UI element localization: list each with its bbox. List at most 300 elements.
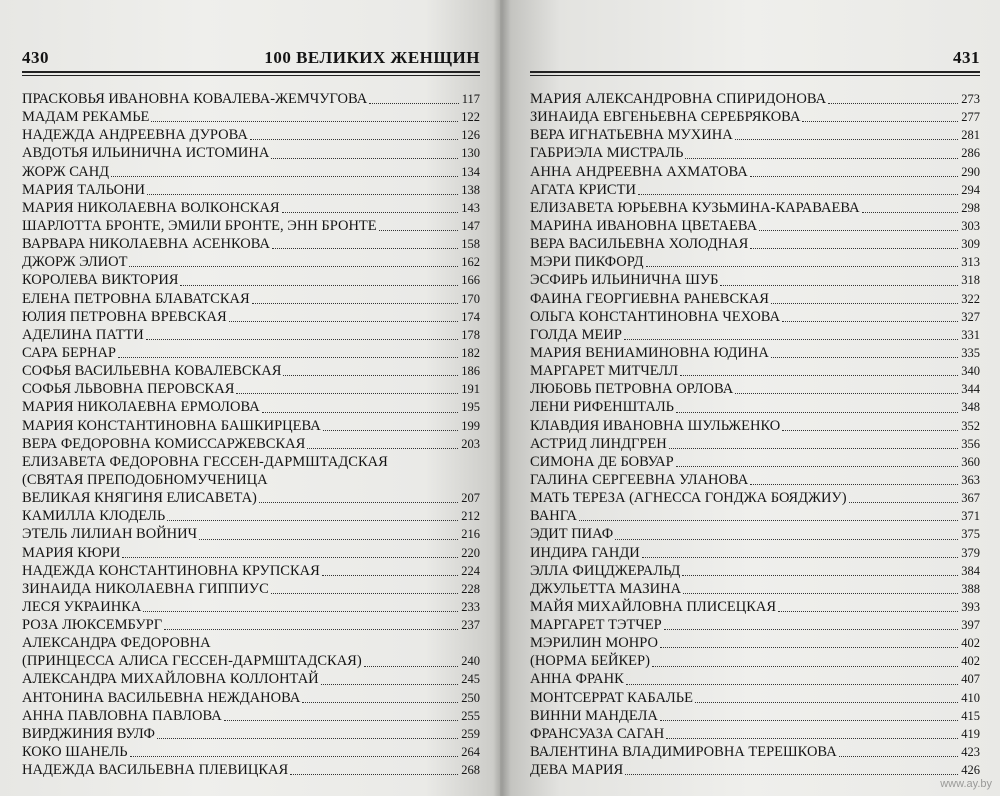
dot-leader	[680, 375, 958, 376]
toc-entry-page: 331	[961, 327, 980, 342]
dot-leader	[272, 248, 458, 249]
dot-leader	[307, 448, 458, 449]
toc-entry	[530, 344, 980, 362]
dot-leader	[750, 176, 958, 177]
left-page-header	[22, 50, 480, 68]
toc-entry-title: МАРГАРЕТ МИТЧЕЛЛ	[530, 363, 679, 380]
toc-entry	[22, 344, 480, 362]
right-page-number: 431	[953, 48, 980, 67]
dot-leader	[849, 502, 959, 503]
right-page-header	[530, 50, 980, 68]
dot-leader	[750, 248, 958, 249]
toc-entry	[22, 761, 480, 779]
toc-entry-title: КАМИЛЛА КЛОДЕЛЬ	[22, 508, 166, 525]
toc-entry-title: МАРИЯ НИКОЛАЕВНА ВОЛКОНСКАЯ	[22, 199, 280, 216]
toc-entry-title: ЕЛИЗАВЕТА ЮРЬЕВНА КУЗЬМИНА-КАРАВАЕВА	[530, 199, 860, 216]
toc-entry-title: ЭДИТ ПИАФ	[530, 526, 614, 543]
dot-leader	[782, 430, 958, 431]
toc-entry	[530, 671, 980, 689]
toc-entry-page: 143	[461, 200, 480, 215]
toc-entry-page: 294	[961, 182, 980, 197]
toc-entry	[22, 398, 480, 416]
toc-entry-page: 259	[461, 726, 480, 741]
dot-leader	[664, 629, 959, 630]
toc-entry	[530, 580, 980, 598]
toc-entry	[22, 507, 480, 525]
toc-entry-page: 318	[961, 273, 980, 288]
toc-entry	[22, 598, 480, 616]
toc-entry-title: ЭТЕЛЬ ЛИЛИАН ВОЙНИЧ	[22, 526, 198, 543]
toc-entry	[22, 235, 480, 253]
toc-entry	[530, 290, 980, 308]
toc-entry	[530, 326, 980, 344]
toc-entry-title: ЗИНАИДА ЕВГЕНЬЕВНА СЕРЕБРЯКОВА	[530, 109, 801, 126]
toc-entry-page: 138	[461, 182, 480, 197]
toc-entry-title: АЛЕКСАНДРА МИХАЙЛОВНА КОЛЛОНТАЙ	[22, 671, 319, 688]
toc-entry	[530, 761, 980, 779]
dot-leader	[862, 212, 959, 213]
toc-entry-title: АННА АНДРЕЕВНА АХМАТОВА	[530, 163, 748, 180]
running-title: 100 ВЕЛИКИХ ЖЕНЩИН	[264, 48, 480, 67]
toc-entry-page: 212	[461, 509, 480, 524]
toc-entry-page: 402	[961, 636, 980, 651]
dot-leader	[252, 303, 459, 304]
toc-entry-page: 250	[461, 690, 480, 705]
toc-entry-page: 426	[961, 763, 980, 778]
dot-leader	[771, 303, 958, 304]
toc-entry-page: 224	[461, 563, 480, 578]
dot-leader	[771, 357, 958, 358]
toc-entry-page: 170	[461, 291, 480, 306]
toc-entry-title: ГОЛДА МЕИР	[530, 326, 622, 343]
toc-entry-page: 360	[961, 454, 980, 469]
toc-entry-title: МАРИЯ КОНСТАНТИНОВНА БАШКИРЦЕВА	[22, 417, 321, 434]
toc-entry-title: АДЕЛИНА ПАТТИ	[22, 326, 144, 343]
toc-entry-page: 186	[461, 364, 480, 379]
toc-entry-page: 371	[961, 509, 980, 524]
toc-entry-title: ПРАСКОВЬЯ ИВАНОВНА КОВАЛЕВА-ЖЕМЧУГОВА	[22, 90, 368, 107]
toc-entry-page: 166	[461, 273, 480, 288]
toc-entry-title: АВДОТЬЯ ИЛЬИНИЧНА ИСТОМИНА	[22, 145, 270, 162]
toc-entry	[22, 743, 480, 761]
toc-entry-page: 375	[961, 527, 980, 542]
toc-entry	[22, 417, 480, 435]
toc-entry-title: МЭРИЛИН МОНРО	[530, 635, 658, 652]
toc-entry-title: КЛАВДИЯ ИВАНОВНА ШУЛЬЖЕНКО	[530, 417, 781, 434]
dot-leader	[720, 285, 958, 286]
toc-entry-page: 340	[961, 364, 980, 379]
toc-entry-page: 281	[961, 128, 980, 143]
toc-entry-page: 303	[961, 218, 980, 233]
dot-leader	[262, 412, 459, 413]
toc-entry-title: ШАРЛОТТА БРОНТЕ, ЭМИЛИ БРОНТЕ, ЭНН БРОНТЕ	[22, 217, 377, 234]
toc-entry-title: МАРИЯ КЮРИ	[22, 544, 121, 561]
toc-entry-title: (СВЯТАЯ ПРЕПОДОБНОМУЧЕНИЦА	[22, 471, 268, 488]
toc-entry-page: 220	[461, 545, 480, 560]
toc-entry-page: 199	[461, 418, 480, 433]
dot-leader	[735, 139, 959, 140]
toc-entry	[530, 144, 980, 162]
dot-leader	[236, 393, 458, 394]
toc-entry	[22, 217, 480, 235]
dot-leader	[828, 103, 958, 104]
toc-entry-page: 415	[961, 708, 980, 723]
toc-entry-page: 268	[461, 763, 480, 778]
toc-entry-page: 130	[461, 146, 480, 161]
toc-entry	[22, 271, 480, 289]
toc-entry	[530, 108, 980, 126]
toc-entry	[530, 634, 980, 652]
toc-entry	[22, 181, 480, 199]
dot-leader	[143, 611, 458, 612]
toc-entry-title: САРА БЕРНАР	[22, 344, 116, 361]
toc-entry-title: (ПРИНЦЕССА АЛИСА ГЕССЕН-ДАРМШТАДСКАЯ)	[22, 653, 362, 670]
toc-entry-page: 228	[461, 581, 480, 596]
dot-leader	[625, 774, 958, 775]
toc-entry-page: 216	[461, 527, 480, 542]
dot-leader	[685, 158, 958, 159]
dot-leader	[676, 466, 959, 467]
header-rule-thin	[22, 75, 480, 76]
toc-entry-title: ЗИНАИДА НИКОЛАЕВНА ГИППИУС	[22, 580, 269, 597]
toc-entry	[530, 199, 980, 217]
dot-leader	[271, 158, 458, 159]
toc-entry	[22, 525, 480, 543]
book-gutter	[493, 0, 511, 796]
toc-entry	[530, 598, 980, 616]
toc-entry-page: 277	[961, 110, 980, 125]
toc-entry-title: ЕЛЕНА ПЕТРОВНА БЛАВАТСКАЯ	[22, 290, 250, 307]
toc-entry-page: 348	[961, 400, 980, 415]
toc-entry-title: ВЕРА ВАСИЛЬЕВНА ХОЛОДНАЯ	[530, 236, 749, 253]
header-rule-thin	[530, 75, 980, 76]
toc-entry	[22, 562, 480, 580]
dot-leader	[122, 557, 458, 558]
toc-entry-title: ИНДИРА ГАНДИ	[530, 544, 640, 561]
toc-entry-title: КОКО ШАНЕЛЬ	[22, 744, 128, 761]
toc-entry	[530, 163, 980, 181]
toc-entry	[530, 562, 980, 580]
toc-entry-title: ЕЛИЗАВЕТА ФЕДОРОВНА ГЕССЕН-ДАРМШТАДСКАЯ	[22, 453, 388, 470]
toc-entry	[530, 652, 980, 670]
dot-leader	[626, 684, 958, 685]
dot-leader	[259, 502, 458, 503]
toc-entry-title: НАДЕЖДА АНДРЕЕВНА ДУРОВА	[22, 127, 248, 144]
dot-leader	[129, 266, 458, 267]
toc-entry-page: 122	[461, 110, 480, 125]
toc-entry	[22, 435, 480, 453]
toc-entry-title: АСТРИД ЛИНДГРЕН	[530, 435, 667, 452]
toc-entry	[22, 689, 480, 707]
toc-entry-title: ФАИНА ГЕОРГИЕВНА РАНЕВСКАЯ	[530, 290, 769, 307]
dot-leader	[224, 720, 459, 721]
toc-entry-title: СОФЬЯ ЛЬВОВНА ПЕРОВСКАЯ	[22, 381, 235, 398]
toc-entry	[530, 707, 980, 725]
toc-entry-title: ВЕРА ИГНАТЬЕВНА МУХИНА	[530, 127, 733, 144]
dot-leader	[164, 629, 458, 630]
toc-entry-page: 147	[461, 218, 480, 233]
toc-entry-page: 117	[461, 91, 480, 106]
toc-entry-title: РОЗА ЛЮКСЕМБУРГ	[22, 617, 163, 634]
dot-leader	[290, 774, 458, 775]
toc-entry-page: 367	[961, 491, 980, 506]
toc-entry	[530, 725, 980, 743]
toc-entry-title: ЛЮБОВЬ ПЕТРОВНА ОРЛОВА	[530, 381, 734, 398]
toc-entry	[22, 326, 480, 344]
toc-entry	[22, 707, 480, 725]
toc-entry	[22, 544, 480, 562]
toc-entry-title: МАРИЯ ТАЛЬОНИ	[22, 181, 146, 198]
header-rule	[22, 71, 480, 73]
toc-entry-page: 182	[461, 345, 480, 360]
toc-entry	[530, 453, 980, 471]
dot-leader	[379, 230, 459, 231]
toc-entry-page: 384	[961, 563, 980, 578]
dot-leader	[638, 194, 958, 195]
dot-leader	[642, 557, 959, 558]
toc-entry	[22, 634, 480, 652]
toc-entry-title: АГАТА КРИСТИ	[530, 181, 636, 198]
toc-entry-title: ГАЛИНА СЕРГЕЕВНА УЛАНОВА	[530, 471, 749, 488]
left-page-number: 430	[22, 48, 49, 67]
toc-entry-page: 290	[961, 164, 980, 179]
dot-leader	[778, 611, 958, 612]
toc-entry	[530, 181, 980, 199]
dot-leader	[782, 321, 958, 322]
dot-leader	[683, 593, 958, 594]
dot-leader	[147, 194, 458, 195]
dot-leader	[250, 139, 458, 140]
dot-leader	[660, 720, 958, 721]
toc-entry-page: 191	[461, 382, 480, 397]
dot-leader	[322, 575, 458, 576]
toc-entry	[22, 308, 480, 326]
dot-leader	[802, 121, 958, 122]
toc-entry-title: АННА ПАВЛОВНА ПАВЛОВА	[22, 707, 222, 724]
dot-leader	[283, 375, 458, 376]
dot-leader	[839, 756, 959, 757]
toc-entry-title: МОНТСЕРРАТ КАБАЛЬЕ	[530, 689, 693, 706]
toc-entry-page: 245	[461, 672, 480, 687]
toc-entry-title: ВИРДЖИНИЯ ВУЛФ	[22, 725, 155, 742]
dot-leader	[271, 593, 459, 594]
dot-leader	[364, 666, 459, 667]
toc-entry-page: 286	[961, 146, 980, 161]
toc-entry-title: ВАНГА	[530, 508, 577, 525]
dot-leader	[229, 321, 459, 322]
toc-entry	[530, 544, 980, 562]
toc-entry	[530, 90, 980, 108]
toc-entry-title: ВЕРА ФЕДОРОВНА КОМИССАРЖЕВСКАЯ	[22, 435, 306, 452]
toc-entry-title: МАРИЯ АЛЕКСАНДРОВНА СПИРИДОНОВА	[530, 90, 827, 107]
toc-entry	[530, 235, 980, 253]
toc-entry-title: МАЙЯ МИХАЙЛОВНА ПЛИСЕЦКАЯ	[530, 598, 777, 615]
toc-entry	[530, 471, 980, 489]
toc-entry-title: ВИННИ МАНДЕЛА	[530, 707, 658, 724]
toc-entry-page: 178	[461, 327, 480, 342]
toc-entry-title: МАРИЯ НИКОЛАЕВНА ЕРМОЛОВА	[22, 399, 260, 416]
toc-entry-title: ГАБРИЭЛА МИСТРАЛЬ	[530, 145, 684, 162]
toc-entry-page: 397	[961, 618, 980, 633]
toc-entry	[22, 90, 480, 108]
toc-entry	[530, 689, 980, 707]
toc-entry	[22, 253, 480, 271]
toc-entry-title: (НОРМА БЕЙКЕР)	[530, 653, 650, 670]
dot-leader	[302, 702, 458, 703]
toc-entry	[22, 580, 480, 598]
toc-entry	[22, 489, 480, 507]
dot-leader	[682, 575, 958, 576]
dot-leader	[652, 666, 958, 667]
dot-leader	[750, 484, 958, 485]
toc-entry-title: ФРАНСУАЗА САГАН	[530, 725, 665, 742]
toc-entry	[530, 417, 980, 435]
toc-entry-page: 393	[961, 599, 980, 614]
toc-entry-page: 233	[461, 599, 480, 614]
toc-entry-title: КОРОЛЕВА ВИКТОРИЯ	[22, 272, 179, 289]
toc-entry-page: 162	[461, 255, 480, 270]
right-toc-list	[530, 90, 980, 779]
toc-entry-page: 134	[461, 164, 480, 179]
dot-leader	[646, 266, 959, 267]
toc-entry	[530, 308, 980, 326]
dot-leader	[735, 393, 958, 394]
toc-entry-page: 174	[461, 309, 480, 324]
toc-entry	[530, 616, 980, 634]
toc-entry-page: 335	[961, 345, 980, 360]
toc-entry-title: ЖОРЖ САНД	[22, 163, 110, 180]
toc-entry	[22, 199, 480, 217]
toc-entry	[530, 398, 980, 416]
toc-entry	[530, 380, 980, 398]
toc-entry	[530, 217, 980, 235]
toc-entry-title: ВАРВАРА НИКОЛАЕВНА АСЕНКОВА	[22, 236, 270, 253]
toc-entry	[22, 362, 480, 380]
toc-entry	[22, 108, 480, 126]
toc-entry-page: 203	[461, 436, 480, 451]
toc-entry-title: ДЕВА МАРИЯ	[530, 762, 624, 779]
toc-entry-page: 298	[961, 200, 980, 215]
toc-entry-page: 322	[961, 291, 980, 306]
dot-leader	[759, 230, 958, 231]
dot-leader	[624, 339, 958, 340]
toc-entry	[22, 126, 480, 144]
toc-entry	[22, 471, 480, 489]
toc-entry-title: ЛЕСЯ УКРАИНКА	[22, 598, 142, 615]
toc-entry	[22, 652, 480, 670]
toc-entry-title: МЭРИ ПИКФОРД	[530, 254, 644, 271]
dot-leader	[323, 430, 459, 431]
dot-leader	[111, 176, 458, 177]
toc-entry	[22, 163, 480, 181]
toc-entry-title: МАТЬ ТЕРЕЗА (АГНЕССА ГОНДЖА БОЯДЖИУ)	[530, 490, 847, 507]
toc-entry-page: 327	[961, 309, 980, 324]
toc-entry-title: НАДЕЖДА ВАСИЛЬЕВНА ПЛЕВИЦКАЯ	[22, 762, 289, 779]
dot-leader	[282, 212, 459, 213]
toc-entry-title: ВАЛЕНТИНА ВЛАДИМИРОВНА ТЕРЕШКОВА	[530, 744, 837, 761]
toc-entry	[22, 725, 480, 743]
dot-leader	[666, 738, 958, 739]
toc-entry	[530, 253, 980, 271]
dot-leader	[695, 702, 958, 703]
toc-entry	[22, 380, 480, 398]
toc-entry-title: ЭЛЛА ФИЦДЖЕРАЛЬД	[530, 562, 681, 579]
toc-entry-page: 273	[961, 91, 980, 106]
toc-entry-page: 195	[461, 400, 480, 415]
toc-entry	[530, 435, 980, 453]
toc-entry-title: ЮЛИЯ ПЕТРОВНА ВРЕВСКАЯ	[22, 308, 227, 325]
toc-entry-title: АНТОНИНА ВАСИЛЬЕВНА НЕЖДАНОВА	[22, 689, 301, 706]
dot-leader	[118, 357, 458, 358]
dot-leader	[676, 412, 958, 413]
toc-entry-page: 352	[961, 418, 980, 433]
toc-entry-page: 207	[461, 491, 480, 506]
toc-entry	[530, 507, 980, 525]
toc-entry-title: ЭСФИРЬ ИЛЬИНИЧНА ШУБ	[530, 272, 719, 289]
dot-leader	[151, 121, 458, 122]
dot-leader	[321, 684, 459, 685]
toc-entry-title: АЛЕКСАНДРА ФЕДОРОВНА	[22, 635, 211, 652]
toc-entry-page: 126	[461, 128, 480, 143]
toc-entry-title: МАДАМ РЕКАМЬЕ	[22, 109, 150, 126]
header-rule	[530, 71, 980, 73]
toc-entry	[530, 126, 980, 144]
toc-entry	[22, 290, 480, 308]
dot-leader	[130, 756, 459, 757]
dot-leader	[669, 448, 958, 449]
dot-leader	[369, 103, 458, 104]
toc-entry-page: 237	[461, 618, 480, 633]
toc-entry	[530, 271, 980, 289]
toc-entry-title: АННА ФРАНК	[530, 671, 624, 688]
toc-entry-page: 313	[961, 255, 980, 270]
watermark: www.ay.by	[940, 778, 992, 790]
dot-leader	[167, 520, 458, 521]
toc-entry-page: 388	[961, 581, 980, 596]
toc-entry-page: 309	[961, 237, 980, 252]
dot-leader	[660, 647, 958, 648]
toc-entry-page: 410	[961, 690, 980, 705]
toc-entry-page: 423	[961, 745, 980, 760]
toc-entry-page: 264	[461, 745, 480, 760]
dot-leader	[146, 339, 458, 340]
toc-entry-title: НАДЕЖДА КОНСТАНТИНОВНА КРУПСКАЯ	[22, 562, 320, 579]
toc-entry-title: ОЛЬГА КОНСТАНТИНОВНА ЧЕХОВА	[530, 308, 781, 325]
toc-entry	[530, 743, 980, 761]
toc-entry-page: 158	[461, 237, 480, 252]
toc-entry-title: ВЕЛИКАЯ КНЯГИНЯ ЕЛИСАВЕТА)	[22, 490, 257, 507]
right-page	[500, 0, 1000, 796]
toc-entry-page: 402	[961, 654, 980, 669]
toc-entry-title: МАРГАРЕТ ТЭТЧЕР	[530, 617, 662, 634]
dot-leader	[180, 285, 458, 286]
dot-leader	[157, 738, 458, 739]
toc-entry-page: 356	[961, 436, 980, 451]
toc-entry	[22, 671, 480, 689]
toc-entry	[22, 616, 480, 634]
toc-entry-title: ЛЕНИ РИФЕНШТАЛЬ	[530, 399, 674, 416]
toc-entry-page: 419	[961, 726, 980, 741]
left-toc-list	[22, 90, 480, 779]
toc-entry-page: 363	[961, 472, 980, 487]
toc-entry-title: ДЖУЛЬЕТТА МАЗИНА	[530, 580, 682, 597]
toc-entry-title: ДЖОРЖ ЭЛИОТ	[22, 254, 128, 271]
toc-entry	[22, 453, 480, 471]
dot-leader	[579, 520, 958, 521]
toc-entry-title: МАРИЯ ВЕНИАМИНОВНА ЮДИНА	[530, 344, 769, 361]
dot-leader	[199, 539, 458, 540]
toc-entry-page: 240	[461, 654, 480, 669]
